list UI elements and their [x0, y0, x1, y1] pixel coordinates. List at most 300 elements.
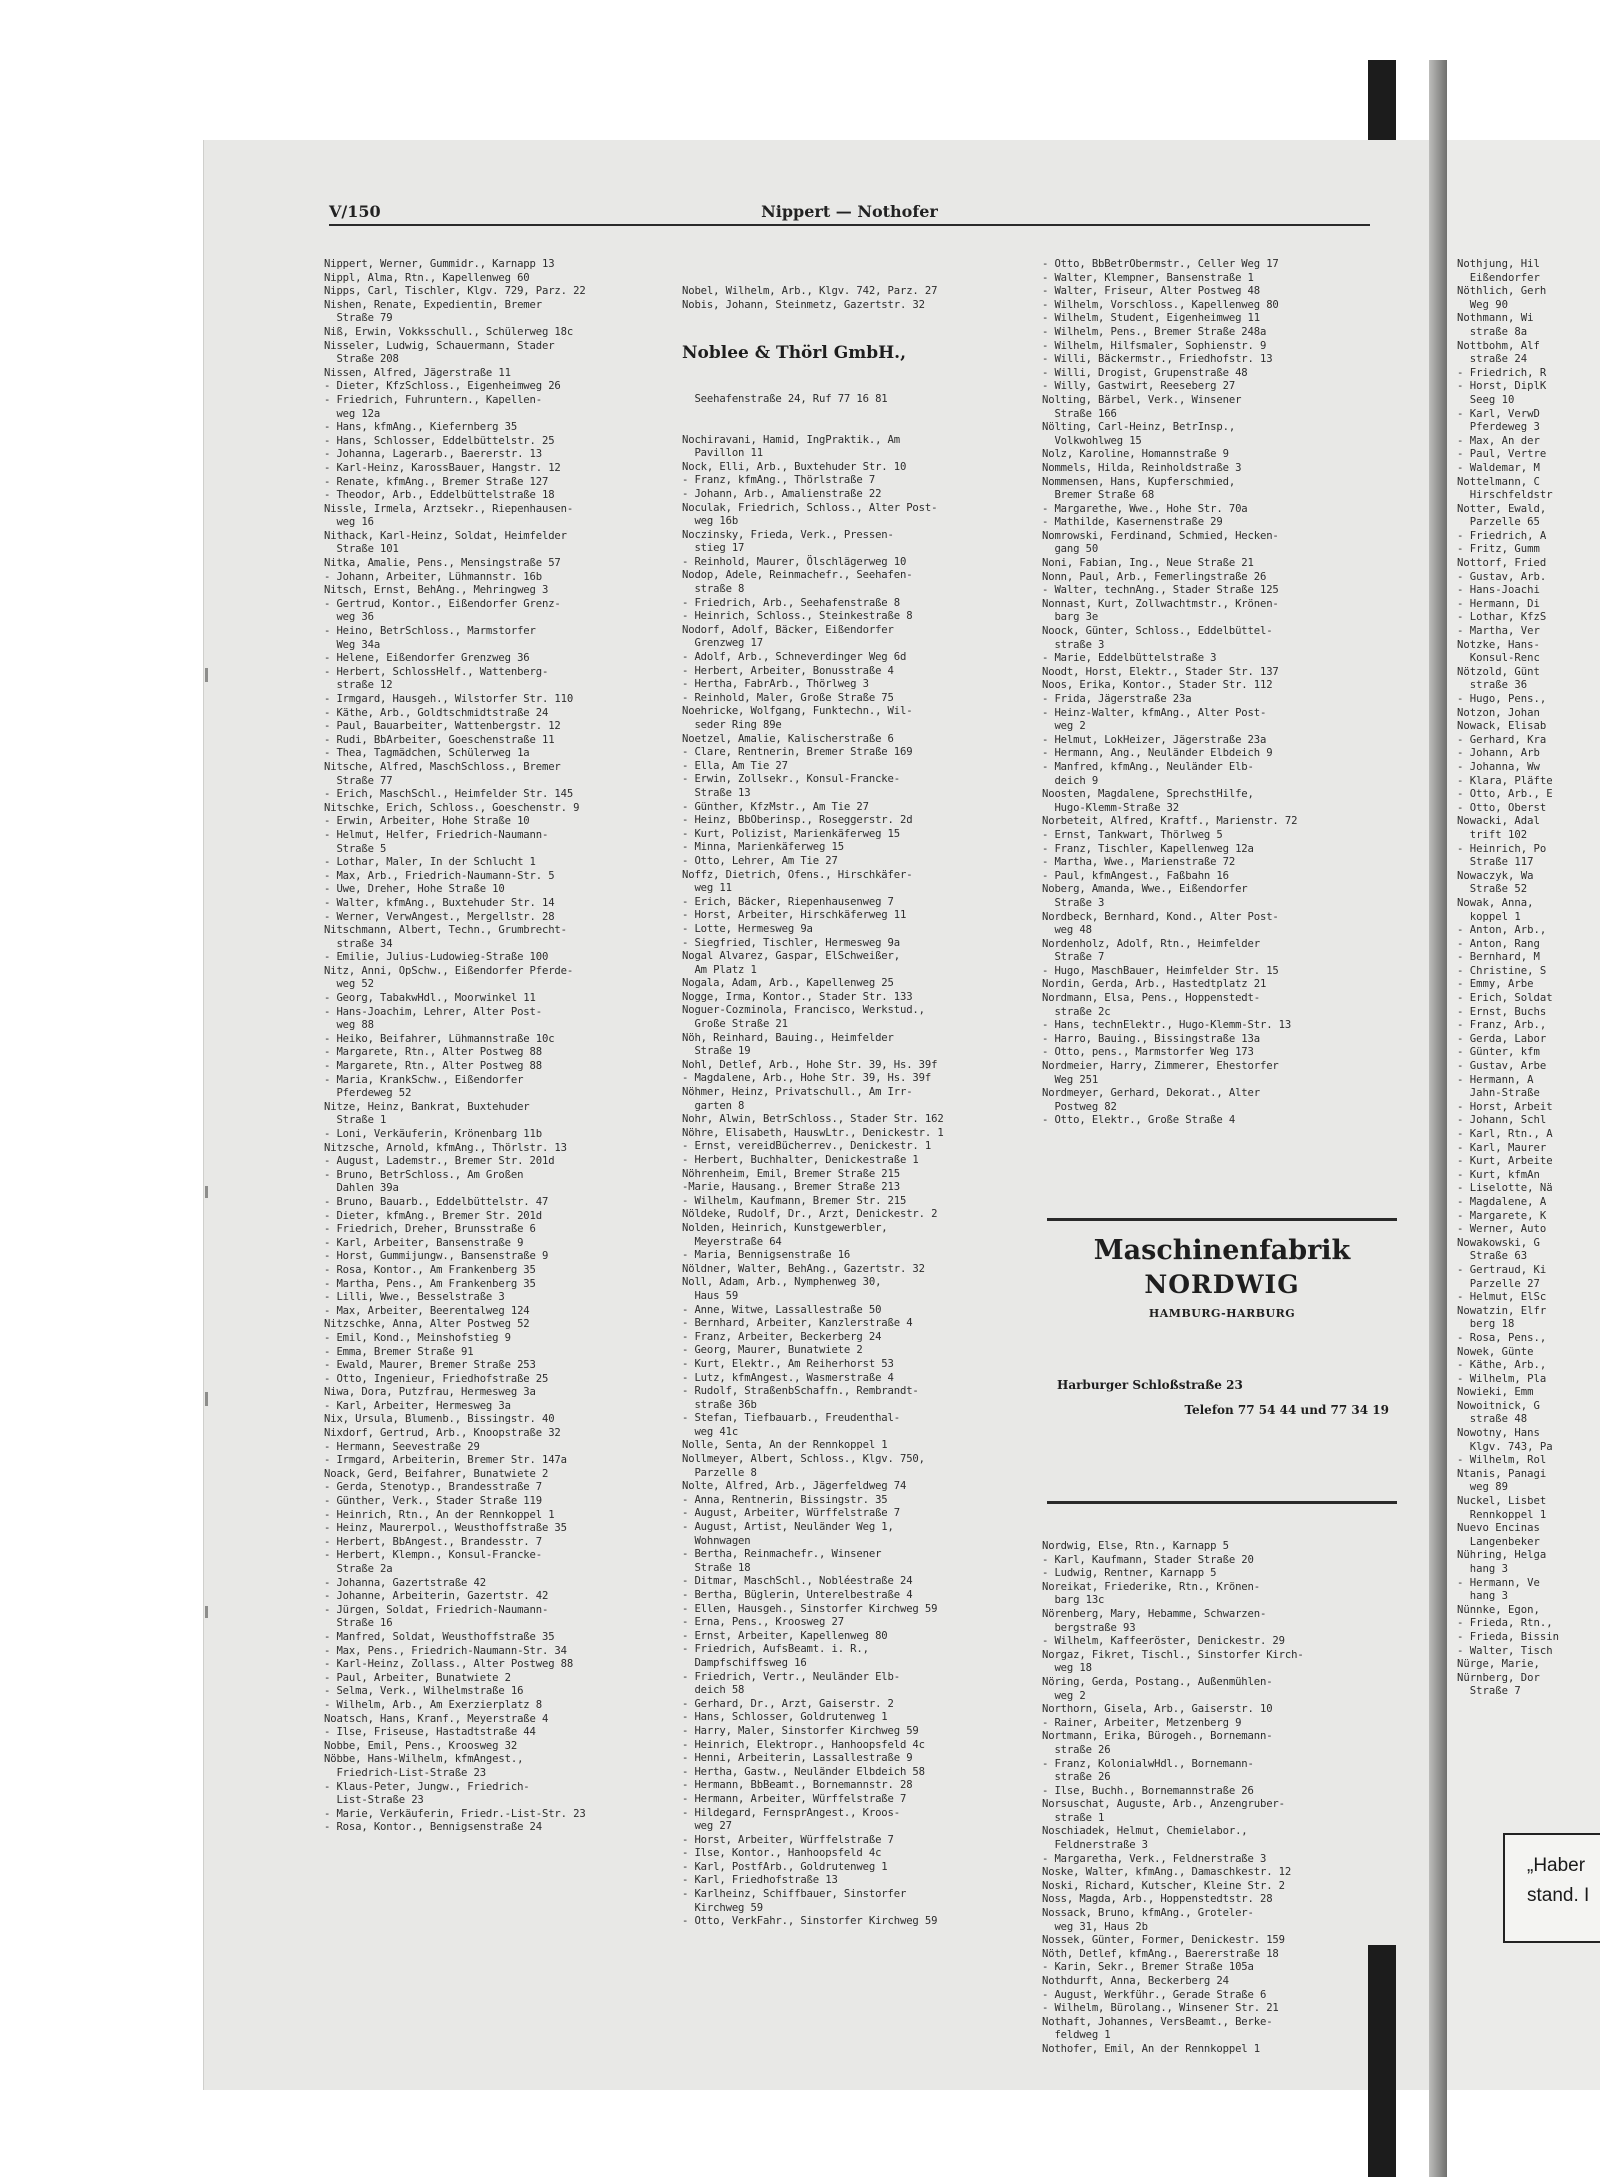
directory-entry: weg 52 — [324, 978, 374, 991]
directory-entry: Nonn, Paul, Arb., Femerlingstraße 26 — [1042, 570, 1267, 583]
directory-entry: Nothofer, Emil, An der Rennkoppel 1 — [1042, 2042, 1260, 2055]
directory-entry: - Kurt, Elektr., Am Reiherhorst 53 — [682, 1357, 894, 1370]
directory-entry: Noguer-Cozminola, Francisco, Werkstud., — [682, 1004, 925, 1017]
directory-entry: - Reinhold, Maurer, Ölschlägerweg 10 — [682, 555, 907, 568]
directory-entry: straße 36b — [682, 1398, 757, 1411]
directory-entry: - Maria, Bennigsenstraße 16 — [682, 1249, 851, 1262]
directory-entry: weg 36 — [324, 611, 374, 624]
directory-entry: Nöldner, Walter, BehAng., Gazertstr. 32 — [682, 1262, 925, 1275]
next-page-entry: - Günter, kfm — [1457, 1046, 1540, 1059]
directory-entry: weg 88 — [324, 1019, 374, 1032]
directory-entry: weg 18 — [1042, 1662, 1092, 1675]
directory-entry: straße 26 — [1042, 1771, 1111, 1784]
directory-entry: - Clare, Rentnerin, Bremer Straße 169 — [682, 746, 913, 759]
directory-entry: - Johanna, Gazertstraße 42 — [324, 1576, 486, 1589]
directory-entry: Nörenberg, Mary, Hebamme, Schwarzen- — [1042, 1607, 1267, 1620]
directory-entry: Nöhmer, Heinz, Privatschull., Am Irr- — [682, 1086, 913, 1099]
directory-entry: - Bertha, Büglerin, Unterelbestraße 4 — [682, 1589, 913, 1601]
directory-entry: - Emma, Bremer Straße 91 — [324, 1345, 474, 1358]
directory-entry: - Horst, Arbeiter, Hirschkäferweg 11 — [682, 909, 907, 922]
directory-entry: - Emil, Kond., Meinshofstieg 9 — [324, 1331, 511, 1344]
next-page-entry: - Gertraud, Ki — [1457, 1263, 1547, 1276]
directory-entry: - Margarete, Rtn., Alter Postweg 88 — [324, 1046, 542, 1059]
next-page-entry: berg 18 — [1457, 1318, 1515, 1331]
directory-entry: - Käthe, Arb., Goldtschmidtstraße 24 — [324, 706, 549, 719]
directory-entry: Straße 77 — [324, 774, 393, 787]
directory-entry: - Friedrich, Dreher, Brunsstraße 6 — [324, 1223, 536, 1236]
next-page-entry: - Friedrich, A — [1457, 529, 1547, 542]
directory-entry: - Siegfried, Tischler, Hermesweg 9a — [682, 936, 900, 949]
directory-entry: - Hermann, Seevestraße 29 — [324, 1440, 480, 1453]
directory-entry: Nobel, Wilhelm, Arb., Klgv. 742, Parz. 27 — [682, 285, 938, 298]
next-page-entry: Nünnke, Egon, — [1457, 1603, 1540, 1616]
directory-entry: Nock, Elli, Arb., Buxtehuder Str. 10 — [682, 460, 907, 473]
next-page-entry: - Gustav, Arb. — [1457, 570, 1547, 583]
directory-entry: - Herbert, Klempn., Konsul-Francke- — [324, 1549, 542, 1562]
directory-entry: - Hildegard, FernsprAngest., Kroos- — [682, 1806, 900, 1819]
next-page-entry: Nowek, Günte — [1457, 1345, 1534, 1358]
directory-entry: Nossack, Bruno, kfmAng., Groteler- — [1042, 1907, 1254, 1920]
next-page-entry: Langenbeker — [1457, 1535, 1540, 1548]
next-page-entry: - Emmy, Arbe — [1457, 978, 1534, 991]
next-page-entry: - Otto, Oberst — [1457, 801, 1547, 814]
directory-entry: - Helmut, LokHeizer, Jägerstraße 23a — [1042, 733, 1267, 746]
next-page-entry: Straße 7 — [1457, 1685, 1521, 1698]
directory-entry: Straße 1 — [324, 1114, 387, 1127]
directory-page — [203, 140, 1430, 2090]
directory-entry: Nomrowski, Ferdinand, Schmied, Hecken- — [1042, 529, 1279, 542]
directory-entry: straße 26 — [1042, 1743, 1111, 1756]
next-page-entry: - Hans-Joachi — [1457, 584, 1540, 597]
directory-entry: Nobbe, Emil, Pens., Kroosweg 32 — [324, 1739, 518, 1752]
directory-entry: gang 50 — [1042, 543, 1099, 556]
directory-entry: - Uwe, Dreher, Hohe Straße 10 — [324, 883, 505, 896]
next-page-entry: Nottorf, Fried — [1457, 557, 1547, 570]
next-page-entry: Straße 52 — [1457, 883, 1528, 896]
directory-entry: - Günther, Verk., Stader Straße 119 — [324, 1495, 542, 1508]
directory-entry: - Harro, Bauing., Bissingstraße 13a — [1042, 1032, 1260, 1045]
directory-entry: - Heinz, Maurerpol., Weusthoffstraße 35 — [324, 1522, 567, 1535]
directory-entry: - Kurt, Polizist, Marienkäferweg 15 — [682, 827, 900, 840]
directory-entry: Noetzel, Amalie, Kalischerstraße 6 — [682, 732, 894, 745]
directory-entry: weg 41c — [682, 1425, 739, 1438]
next-page-entry: straße 48 — [1457, 1413, 1528, 1426]
directory-entry: - Jürgen, Soldat, Friedrich-Naumann- — [324, 1603, 549, 1616]
directory-entry: - Hertha, Gastw., Neuländer Elbdeich 58 — [682, 1765, 925, 1778]
next-page-entry: hang 3 — [1457, 1563, 1509, 1575]
directory-entry: - Erwin, Zollsekr., Konsul-Francke- — [682, 773, 900, 786]
directory-entry: Nissen, Alfred, Jägerstraße 11 — [324, 366, 511, 379]
directory-entry: - Gertrud, Kontor., Eißendorfer Grenz- — [324, 597, 561, 610]
directory-entry: - Karl, PostfArb., Goldrutenweg 1 — [682, 1860, 888, 1873]
directory-entry: - Johanna, Lagerarb., Baererstr. 13 — [324, 448, 542, 461]
directory-entry: Nobis, Johann, Steinmetz, Gazertstr. 32 — [682, 298, 925, 311]
directory-entry: Große Straße 21 — [682, 1018, 788, 1031]
directory-entry: - Karl-Heinz, Zollass., Alter Postweg 88 — [324, 1658, 574, 1671]
directory-entry: Volkwohlweg 15 — [1042, 434, 1142, 447]
directory-entry: - Hans, Schlosser, Eddelbüttelstr. 25 — [324, 434, 555, 447]
directory-entry: Hugo-Klemm-Straße 32 — [1042, 801, 1180, 814]
directory-entry: Friedrich-List-Straße 23 — [324, 1766, 486, 1779]
directory-entry: - Paul, Arbeiter, Bunatwiete 2 — [324, 1671, 511, 1684]
maschinenfabrik-nordwig-ad — [1047, 1218, 1397, 1504]
next-page-entry: Pferdeweg 3 — [1457, 421, 1540, 434]
directory-entry: Straße 166 — [1042, 407, 1117, 420]
directory-entry: - Wilhelm, Vorschloss., Kapellenweg 80 — [1042, 298, 1279, 311]
directory-entry: deich 58 — [682, 1684, 745, 1697]
directory-entry: Postweg 82 — [1042, 1100, 1117, 1113]
next-page-entry: - Hermann, Ve — [1457, 1576, 1540, 1589]
directory-entry: - Georg, Maurer, Bunatwiete 2 — [682, 1344, 863, 1357]
directory-entry: Nothdurft, Anna, Beckerberg 24 — [1042, 1975, 1229, 1987]
next-page-entry: Nowack, Elisab — [1457, 720, 1547, 733]
page-header — [329, 202, 1370, 226]
directory-entry: - Herbert, Buchhalter, Denickestraße 1 — [682, 1154, 919, 1166]
column-3-lower — [1042, 1540, 1397, 2057]
directory-entry: - Herbert, BbAngest., Brandesstr. 7 — [324, 1535, 542, 1548]
directory-entry: - Anne, Witwe, Lassallestraße 50 — [682, 1303, 882, 1316]
directory-entry: barg 3e — [1042, 611, 1099, 624]
scan-mark — [205, 1392, 208, 1406]
directory-entry: Pferdeweg 52 — [324, 1087, 412, 1100]
directory-entry: - Heinrich, Schloss., Steinkestraße 8 — [682, 610, 913, 623]
next-page-entry: Parzelle 27 — [1457, 1277, 1540, 1290]
directory-entry: weg 12a — [324, 407, 381, 420]
next-page-entry: - Waldemar, M — [1457, 461, 1540, 474]
next-page-entry: Nottelmann, C — [1457, 475, 1540, 488]
directory-entry: seder Ring 89e — [682, 719, 782, 731]
next-page-entry: - Rosa, Pens., — [1457, 1331, 1547, 1344]
directory-entry: Noodt, Horst, Elektr., Stader Str. 137 — [1042, 665, 1279, 678]
ad-city: HAMBURG-HARBURG — [1148, 1307, 1296, 1320]
directory-entry: Straße 3 — [1042, 896, 1105, 909]
directory-entry: - Ewald, Maurer, Bremer Straße 253 — [324, 1359, 536, 1372]
directory-entry: Nixdorf, Gertrud, Arb., Knoopstraße 32 — [324, 1427, 561, 1440]
next-page-entry: Nowoitnick, G — [1457, 1399, 1540, 1412]
next-page-entry: weg 89 — [1457, 1481, 1509, 1494]
ad-address: Harburger Schloßstraße 23 — [1057, 1378, 1243, 1392]
directory-entry: - Wilhelm, Kaffeeröster, Denickestr. 29 — [1042, 1635, 1285, 1648]
next-page-entry: Konsul-Renc — [1457, 652, 1540, 665]
directory-entry: Noatsch, Hans, Kranf., Meyerstraße 4 — [324, 1712, 549, 1725]
directory-entry: - Hermann, Arbeiter, Würffelstraße 7 — [682, 1792, 907, 1805]
directory-entry: Noschiadek, Helmut, Chemielabor., — [1042, 1825, 1248, 1838]
directory-entry: - Otto, pens., Marmstorfer Weg 173 — [1042, 1046, 1254, 1059]
directory-entry: - Günther, KfzMstr., Am Tie 27 — [682, 800, 869, 813]
next-page-entry: Nottbohm, Alf — [1457, 339, 1540, 352]
directory-entry: - Paul, kfmAngest., Faßbahn 16 — [1042, 869, 1229, 882]
book-gutter — [1429, 60, 1447, 2177]
directory-entry: - Emilie, Julius-Ludowieg-Straße 100 — [324, 951, 549, 964]
directory-entry: - Erwin, Arbeiter, Hohe Straße 10 — [324, 815, 530, 828]
directory-entry: Nodorf, Adolf, Bäcker, Eißendorfer — [682, 623, 894, 636]
directory-entry: - Margarethe, Wwe., Hohe Str. 70a — [1042, 502, 1248, 515]
next-page-entry: - Wilhelm, Pla — [1457, 1372, 1547, 1385]
directory-entry: - Otto, Lehrer, Am Tie 27 — [682, 854, 838, 867]
column-2 — [682, 258, 1022, 1956]
directory-entry: Noos, Erika, Kontor., Stader Str. 112 — [1042, 679, 1273, 692]
directory-entry: Nortmann, Erika, Bürogeh., Bornemann- — [1042, 1730, 1273, 1743]
next-page-entry: - Liselotte, Nä — [1457, 1182, 1553, 1195]
next-page-entry: - Käthe, Arb., — [1457, 1359, 1547, 1372]
directory-entry: - Herbert, Arbeiter, Bonusstraße 4 — [682, 664, 894, 677]
directory-entry: - Franz, Tischler, Kapellenweg 12a — [1042, 842, 1254, 855]
directory-entry: Noreikat, Friederike, Rtn., Krönen- — [1042, 1580, 1260, 1593]
directory-entry: Straße 2a — [324, 1563, 393, 1575]
next-page-entry: - Otto, Arb., E — [1457, 788, 1553, 801]
directory-entry: - Friedrich, Arb., Seehafenstraße 8 — [682, 596, 900, 609]
next-page-entry: - Hugo, Pens., — [1457, 693, 1547, 705]
next-page-entry: Nürge, Marie, — [1457, 1658, 1540, 1671]
directory-entry: - Ditmar, MaschSchl., Nobléestraße 24 — [682, 1575, 913, 1588]
directory-entry: - Hermann, Ang., Neuländer Elbdeich 9 — [1042, 747, 1273, 760]
directory-entry: - Adolf, Arb., Schneverdinger Weg 6d — [682, 651, 907, 664]
directory-entry: - Otto, Ingenieur, Friedhofstraße 25 — [324, 1372, 549, 1385]
directory-entry: Nithack, Karl-Heinz, Soldat, Heimfelder — [324, 529, 567, 542]
directory-entry: weg 16 — [324, 516, 374, 529]
next-page-entry: Nowacki, Adal — [1457, 815, 1540, 828]
directory-entry: - Horst, Arbeiter, Würffelstraße 7 — [682, 1833, 894, 1846]
directory-entry: straße 8 — [682, 583, 745, 596]
directory-entry: Noss, Magda, Arb., Hoppenstedtstr. 28 — [1042, 1893, 1273, 1906]
directory-entry: Noock, Günter, Schloss., Eddelbüttel- — [1042, 625, 1273, 638]
directory-entry: Straße 13 — [682, 786, 751, 799]
next-page-entry: - Ernst, Buchs — [1457, 1005, 1547, 1018]
directory-entry: Nitzsche, Arnold, kfmAng., Thörlstr. 13 — [324, 1141, 567, 1154]
directory-entry: - Irmgard, Hausgeh., Wilstorfer Str. 110 — [324, 693, 574, 705]
directory-entry: - Ernst, Tankwart, Thörlweg 5 — [1042, 828, 1223, 841]
directory-entry: weg 2 — [1042, 1689, 1086, 1702]
next-page-entry: - Anton, Rang — [1457, 937, 1540, 950]
next-page-entry: - Martha, Ver — [1457, 625, 1540, 638]
directory-entry: - Ernst, vereidBücherrev., Denickestr. 1 — [682, 1140, 932, 1153]
directory-entry: - Walter, technAng., Stader Straße 125 — [1042, 584, 1279, 597]
directory-entry: - Otto, VerkFahr., Sinstorfer Kirchweg 59 — [682, 1915, 938, 1928]
next-page-entry: Notter, Ewald, — [1457, 502, 1547, 515]
scan-mark — [205, 668, 208, 682]
directory-entry: - Hans, kfmAng., Kiefernberg 35 — [324, 421, 518, 434]
directory-entry: Meyerstraße 64 — [682, 1235, 782, 1248]
directory-entry: Nordmann, Elsa, Pens., Hoppenstedt- — [1042, 992, 1260, 1005]
directory-entry: - Karl, Kaufmann, Stader Straße 20 — [1042, 1553, 1254, 1566]
directory-entry: Northorn, Gisela, Arb., Gaiserstr. 10 — [1042, 1703, 1273, 1716]
directory-entry: weg 11 — [682, 882, 732, 895]
directory-entry: - Loni, Verkäuferin, Krönenbarg 11b — [324, 1128, 542, 1140]
directory-entry: Norgaz, Fikret, Tischl., Sinstorfer Kirch- — [1042, 1648, 1304, 1661]
directory-entry: straße 1 — [1042, 1811, 1105, 1824]
next-page-entry: Parzelle 65 — [1457, 516, 1540, 529]
directory-entry: Parzelle 8 — [682, 1466, 757, 1479]
directory-entry: Noni, Fabian, Ing., Neue Straße 21 — [1042, 557, 1254, 570]
directory-entry: - Friedrich, AufsBeamt. i. R., — [682, 1643, 869, 1656]
directory-entry: Nöhre, Elisabeth, HauswLtr., Denickestr. 1 — [682, 1126, 944, 1139]
directory-entry: - Hans, technElektr., Hugo-Klemm-Str. 13 — [1042, 1019, 1292, 1032]
next-page-entry: Seeg 10 — [1457, 393, 1515, 406]
next-page-entry: Nothmann, Wi — [1457, 312, 1534, 325]
directory-entry: Am Platz 1 — [682, 963, 757, 976]
directory-entry: - Willy, Gastwirt, Reeseberg 27 — [1042, 380, 1236, 393]
directory-entry: - Margarete, Rtn., Alter Postweg 88 — [324, 1060, 542, 1073]
next-page-entry: Nowak, Anna, — [1457, 896, 1534, 909]
directory-entry: Nogala, Adam, Arb., Kapellenweg 25 — [682, 977, 894, 990]
column-2-entries — [682, 434, 1022, 1929]
directory-entry: - Erich, MaschSchl., Heimfelder Str. 145 — [324, 788, 574, 801]
directory-entry: - Walter, kfmAng., Buxtehuder Str. 14 — [324, 896, 555, 909]
next-page-entry: Ntanis, Panagi — [1457, 1467, 1547, 1480]
next-page-entry: - Franz, Arb., — [1457, 1019, 1547, 1032]
directory-entry: - Rosa, Kontor., Bennigsenstraße 24 — [324, 1821, 542, 1834]
directory-entry: weg 31, Haus 2b — [1042, 1920, 1148, 1933]
directory-entry: - Wilhelm, Bürolang., Winsener Str. 21 — [1042, 2002, 1279, 2015]
directory-entry: Nitsch, Ernst, BehAng., Mehringweg 3 — [324, 584, 549, 597]
next-page-entry: - Paul, Vertre — [1457, 448, 1547, 461]
directory-entry: bergstraße 93 — [1042, 1621, 1136, 1634]
directory-entry: Straße 18 — [682, 1561, 751, 1574]
directory-entry: - Harry, Maler, Sinstorfer Kirchweg 59 — [682, 1724, 919, 1737]
directory-entry: - Manfred, kfmAng., Neuländer Elb- — [1042, 760, 1254, 773]
directory-entry: - Marie, Verkäuferin, Friedr.-List-Str. 23 — [324, 1807, 586, 1820]
next-page-entry: Notzke, Hans- — [1457, 638, 1540, 651]
directory-entry: - Thea, Tagmädchen, Schülerweg 1a — [324, 747, 530, 760]
directory-entry: - Wilhelm, Hilfsmaler, Sophienstr. 9 — [1042, 339, 1267, 352]
directory-entry: - Wilhelm, Pens., Bremer Straße 248a — [1042, 325, 1267, 338]
directory-entry: Nissle, Irmela, Arztsekr., Riepenhausen- — [324, 502, 574, 515]
next-page-entry: - Karl, Maurer — [1457, 1141, 1547, 1154]
next-page-entry: - Kurt, kfmAn — [1457, 1168, 1540, 1181]
next-page-entry: Nowakowski, G — [1457, 1236, 1540, 1249]
next-page-entry: - Max, An der — [1457, 434, 1540, 447]
directory-entry: - Mathilde, Kasernenstraße 29 — [1042, 516, 1223, 529]
directory-entry: weg 48 — [1042, 924, 1092, 937]
directory-entry: - Gerda, Stenotyp., Brandesstraße 7 — [324, 1481, 542, 1494]
directory-entry: - Stefan, Tiefbauarb., Freudenthal- — [682, 1412, 900, 1425]
directory-entry: Nitka, Amalie, Pens., Mensingstraße 57 — [324, 557, 561, 570]
directory-entry: Dahlen 39a — [324, 1182, 399, 1195]
directory-entry: - Erich, Bäcker, Riepenhausenweg 7 — [682, 895, 894, 908]
directory-entry: Nöbbe, Hans-Wilhelm, kfmAngest., — [324, 1753, 524, 1766]
directory-entry: Noack, Gerd, Beifahrer, Bunatwiete 2 — [324, 1467, 549, 1480]
next-page-entry: Nuevo Encinas — [1457, 1522, 1540, 1535]
noblee-thoerl-listing: Noblee & Thörl GmbH., — [682, 342, 907, 363]
directory-entry: weg 2 — [1042, 720, 1086, 733]
next-page-entry: trift 102 — [1457, 828, 1528, 841]
directory-entry: - Karin, Sekr., Bremer Straße 105a — [1042, 1961, 1254, 1974]
directory-entry: - Gerhard, Dr., Arzt, Gaiserstr. 2 — [682, 1697, 894, 1710]
directory-entry: Straße 208 — [324, 353, 399, 366]
directory-entry: Noski, Richard, Kutscher, Kleine Str. 2 — [1042, 1879, 1285, 1892]
next-page-entry: Rennkoppel 1 — [1457, 1508, 1547, 1521]
directory-entry: - Heinz, BbOberinsp., Roseggerstr. 2d — [682, 814, 913, 827]
directory-entry: - Wilhelm, Arb., Am Exerzierplatz 8 — [324, 1698, 542, 1711]
directory-entry: Straße 101 — [324, 543, 399, 556]
page-number: V/150 — [329, 202, 381, 221]
directory-entry: Nolle, Senta, An der Rennkoppel 1 — [682, 1439, 888, 1452]
next-page-entry: - Fritz, Gumm — [1457, 543, 1540, 556]
next-page-edge — [1447, 140, 1600, 2090]
directory-entry: - Johann, Arbeiter, Lühmannstr. 16b — [324, 570, 542, 583]
next-page-entry: - Margarete, K — [1457, 1209, 1547, 1222]
directory-entry: - Bruno, Bauarb., Eddelbüttelstr. 47 — [324, 1195, 549, 1208]
directory-entry: - Reinhold, Maler, Große Straße 75 — [682, 691, 894, 704]
directory-entry: Nöh, Reinhard, Bauing., Heimfelder — [682, 1031, 894, 1044]
column-3-upper — [1042, 258, 1397, 1128]
directory-entry: - Heiko, Beifahrer, Lühmannstraße 10c — [324, 1032, 555, 1045]
directory-entry: - Lothar, Maler, In der Schlucht 1 — [324, 856, 536, 869]
directory-entry: - Heinrich, Rtn., An der Rennkoppel 1 — [324, 1508, 555, 1521]
binding-bar-bottom — [1368, 1945, 1396, 2177]
directory-entry: - Bruno, BetrSchloss., Am Großen — [324, 1168, 524, 1181]
directory-entry: - Wilhelm, Student, Eigenheimweg 11 — [1042, 312, 1260, 325]
directory-entry: feldweg 1 — [1042, 2029, 1111, 2042]
next-page-entry: - Johann, Arb — [1457, 747, 1540, 760]
directory-entry: - Karlheinz, Schiffbauer, Sinstorfer — [682, 1888, 907, 1901]
directory-entry: Weg 251 — [1042, 1073, 1099, 1086]
directory-entry: - Ilse, Friseuse, Hastadtstraße 44 — [324, 1726, 536, 1739]
next-page-entry: - Christine, S — [1457, 964, 1547, 977]
directory-entry: - Karl-Heinz, KarossBauer, Hangstr. 12 — [324, 461, 561, 474]
next-page-entry: - Wilhelm, Rol — [1457, 1454, 1547, 1467]
directory-entry: - Lutz, kfmAngest., Wasmerstraße 4 — [682, 1371, 894, 1384]
directory-entry: - Erna, Pens., Kroosweg 27 — [682, 1616, 844, 1629]
directory-entry: - Heinz-Walter, kfmAng., Alter Post- — [1042, 706, 1267, 719]
directory-entry: Noosten, Magdalene, SprechstHilfe, — [1042, 788, 1254, 801]
next-page-entry: hang 3 — [1457, 1590, 1509, 1603]
directory-entry: Nöldeke, Rudolf, Dr., Arzt, Denickestr. 2 — [682, 1208, 938, 1221]
next-page-entry: - Klara, Pläfte — [1457, 774, 1553, 787]
directory-entry: - Theodor, Arb., Eddelbüttelstraße 18 — [324, 489, 555, 502]
directory-entry: - Karl, Arbeiter, Bansenstraße 9 — [324, 1236, 524, 1249]
directory-entry: Nitschke, Erich, Schloss., Goeschenstr. 9 — [324, 801, 580, 814]
directory-entry: weg 16b — [682, 515, 739, 528]
next-page-entry: - Werner, Auto — [1457, 1223, 1547, 1236]
directory-entry: Nochiravani, Hamid, IngPraktik., Am — [682, 433, 900, 446]
directory-entry: Nogge, Irma, Kontor., Stader Str. 133 — [682, 990, 913, 1003]
directory-entry: Wohnwagen — [682, 1534, 751, 1547]
ad-company-type: Maschinenfabrik — [1093, 1235, 1351, 1266]
directory-entry: List-Straße 23 — [324, 1794, 424, 1807]
directory-entry: - Maria, KrankSchw., Eißendorfer — [324, 1073, 524, 1086]
directory-entry: - Magdalene, Arb., Hohe Str. 39, Hs. 39f — [682, 1072, 932, 1085]
directory-entry: Haus 59 — [682, 1289, 739, 1302]
directory-entry: - Dieter, kfmAng., Bremer Str. 201d — [324, 1209, 542, 1222]
next-page-entry: - Bernhard, M — [1457, 951, 1540, 964]
next-page-entry: Notzon, Johan — [1457, 706, 1540, 719]
next-page-entry: - Karl, VerwD — [1457, 407, 1540, 420]
ad-phone: Telefon 77 54 44 und 77 34 19 — [1184, 1403, 1389, 1417]
next-page-entry: Hirschfeldstr — [1457, 489, 1553, 502]
directory-entry: Noffz, Dietrich, Ofens., Hirschkäfer- — [682, 868, 913, 881]
next-page-entry: Nowotny, Hans — [1457, 1427, 1540, 1440]
next-page-entry: - Helmut, ElSc — [1457, 1291, 1547, 1304]
directory-entry: Nothaft, Johannes, VersBeamt., Berke- — [1042, 2015, 1273, 2028]
directory-entry: Noculak, Friedrich, Schloss., Alter Post- — [682, 501, 938, 514]
next-page-entry: - Gustav, Arbe — [1457, 1060, 1547, 1073]
directory-entry: - Otto, BbBetrObermstr., Celler Weg 17 — [1042, 258, 1279, 270]
next-page-entry: straße 8a — [1457, 325, 1528, 338]
directory-entry: Nölting, Carl-Heinz, BetrInsp., — [1042, 421, 1236, 434]
next-page-entry: - Kurt, Arbeite — [1457, 1155, 1553, 1168]
directory-entry: Nordbeck, Bernhard, Kond., Alter Post- — [1042, 910, 1279, 923]
next-page-entry: Straße 117 — [1457, 856, 1534, 869]
directory-entry: - Manfred, Soldat, Weusthoffstraße 35 — [324, 1630, 555, 1643]
directory-entry: Nolz, Karoline, Homannstraße 9 — [1042, 448, 1229, 461]
directory-entry: Nöth, Detlef, kfmAng., Baererstraße 18 — [1042, 1947, 1279, 1960]
next-page-column — [1457, 258, 1559, 1699]
directory-entry: Nordenholz, Adolf, Rtn., Heimfelder — [1042, 937, 1260, 950]
next-page-entry: - Gerda, Labor — [1457, 1032, 1547, 1045]
next-page-entry: Weg 90 — [1457, 298, 1509, 311]
next-page-entry: - Johann, Schl — [1457, 1114, 1547, 1127]
